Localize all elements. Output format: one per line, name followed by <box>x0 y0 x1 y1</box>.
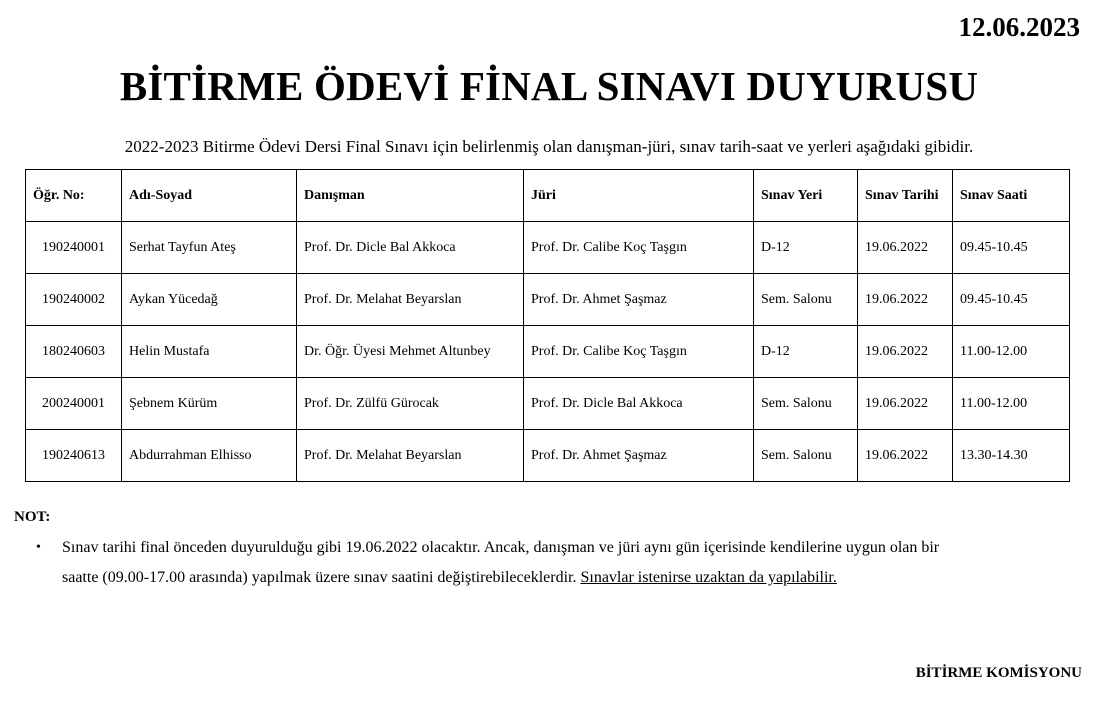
header-exam-time: Sınav Saati <box>953 170 1070 222</box>
intro-paragraph: 2022-2023 Bitirme Ödevi Dersi Final Sınavı için belirlenmiş olan danışman-jüri, sınav tarih-saat ve yerleri aşağıdaki gibidir. <box>124 137 974 156</box>
cell-jury: Prof. Dr. Dicle Bal Akkoca <box>524 378 754 430</box>
header-exam-place: Sınav Yeri <box>754 170 858 222</box>
cell-exam-date: 19.06.2022 <box>858 222 953 274</box>
cell-advisor: Prof. Dr. Melahat Beyarslan <box>297 274 524 326</box>
header-name: Adı-Soyad <box>122 170 297 222</box>
note-remote-exam-text: Sınavlar istenirse uzaktan da yapılabilir. <box>580 569 837 586</box>
table-row <box>26 430 1070 482</box>
note-text-line2: saatte (09.00-17.00 arasında) yapılmak üzere sınav saatini değiştirebileceklerdir. <box>62 569 577 586</box>
signature-committee: BİTİRME KOMİSYONU <box>915 665 1082 681</box>
cell-advisor: Prof. Dr. Dicle Bal Akkoca <box>297 222 524 274</box>
cell-exam-place: Sem. Salonu <box>754 274 858 326</box>
cell-exam-place: D-12 <box>754 222 858 274</box>
exam-schedule-table <box>25 169 1070 482</box>
header-exam-date: Sınav Tarihi <box>858 170 953 222</box>
note-text-line1: Sınav tarihi final önceden duyurulduğu gibi 19.06.2022 olacaktır. Ancak, danışman ve jüri aynı gün içerisinde kendilerine uygun olan bir <box>62 539 940 556</box>
note-list <box>36 533 1096 593</box>
table-row <box>26 378 1070 430</box>
cell-exam-time: 11.00-12.00 <box>953 378 1070 430</box>
cell-jury: Prof. Dr. Calibe Koç Taşgın <box>524 326 754 378</box>
header-jury: Jüri <box>524 170 754 222</box>
header-advisor: Danışman <box>297 170 524 222</box>
table-row <box>26 274 1070 326</box>
cell-exam-time: 09.45-10.45 <box>953 274 1070 326</box>
bullet-icon: • <box>36 540 41 555</box>
page-title: BİTİRME ÖDEVİ FİNAL SINAVI DUYURUSU <box>119 63 979 109</box>
cell-exam-date: 19.06.2022 <box>858 326 953 378</box>
cell-name: Şebnem Kürüm <box>122 378 297 430</box>
cell-advisor: Dr. Öğr. Üyesi Mehmet Altunbey <box>297 326 524 378</box>
cell-exam-date: 19.06.2022 <box>858 274 953 326</box>
cell-exam-time: 11.00-12.00 <box>953 326 1070 378</box>
cell-name: Helin Mustafa <box>122 326 297 378</box>
cell-advisor: Prof. Dr. Zülfü Gürocak <box>297 378 524 430</box>
cell-jury: Prof. Dr. Calibe Koç Taşgın <box>524 222 754 274</box>
cell-student-no: 200240001 <box>26 378 122 430</box>
table-row <box>26 222 1070 274</box>
cell-exam-date: 19.06.2022 <box>858 430 953 482</box>
cell-name: Serhat Tayfun Ateş <box>122 222 297 274</box>
note-item <box>36 533 1096 593</box>
cell-jury: Prof. Dr. Ahmet Şaşmaz <box>524 430 754 482</box>
table-header-row <box>26 170 1070 222</box>
cell-name: Abdurrahman Elhisso <box>122 430 297 482</box>
cell-exam-place: Sem. Salonu <box>754 378 858 430</box>
cell-advisor: Prof. Dr. Melahat Beyarslan <box>297 430 524 482</box>
cell-name: Aykan Yücedağ <box>122 274 297 326</box>
cell-student-no: 180240603 <box>26 326 122 378</box>
cell-exam-date: 19.06.2022 <box>858 378 953 430</box>
header-student-no: Öğr. No: <box>26 170 122 222</box>
cell-exam-place: D-12 <box>754 326 858 378</box>
cell-student-no: 190240001 <box>26 222 122 274</box>
table-row <box>26 326 1070 378</box>
document-date: 12.06.2023 <box>958 12 1080 42</box>
cell-exam-time: 13.30-14.30 <box>953 430 1070 482</box>
note-label: NOT: <box>14 509 51 525</box>
cell-student-no: 190240613 <box>26 430 122 482</box>
cell-exam-place: Sem. Salonu <box>754 430 858 482</box>
cell-exam-time: 09.45-10.45 <box>953 222 1070 274</box>
cell-jury: Prof. Dr. Ahmet Şaşmaz <box>524 274 754 326</box>
cell-student-no: 190240002 <box>26 274 122 326</box>
